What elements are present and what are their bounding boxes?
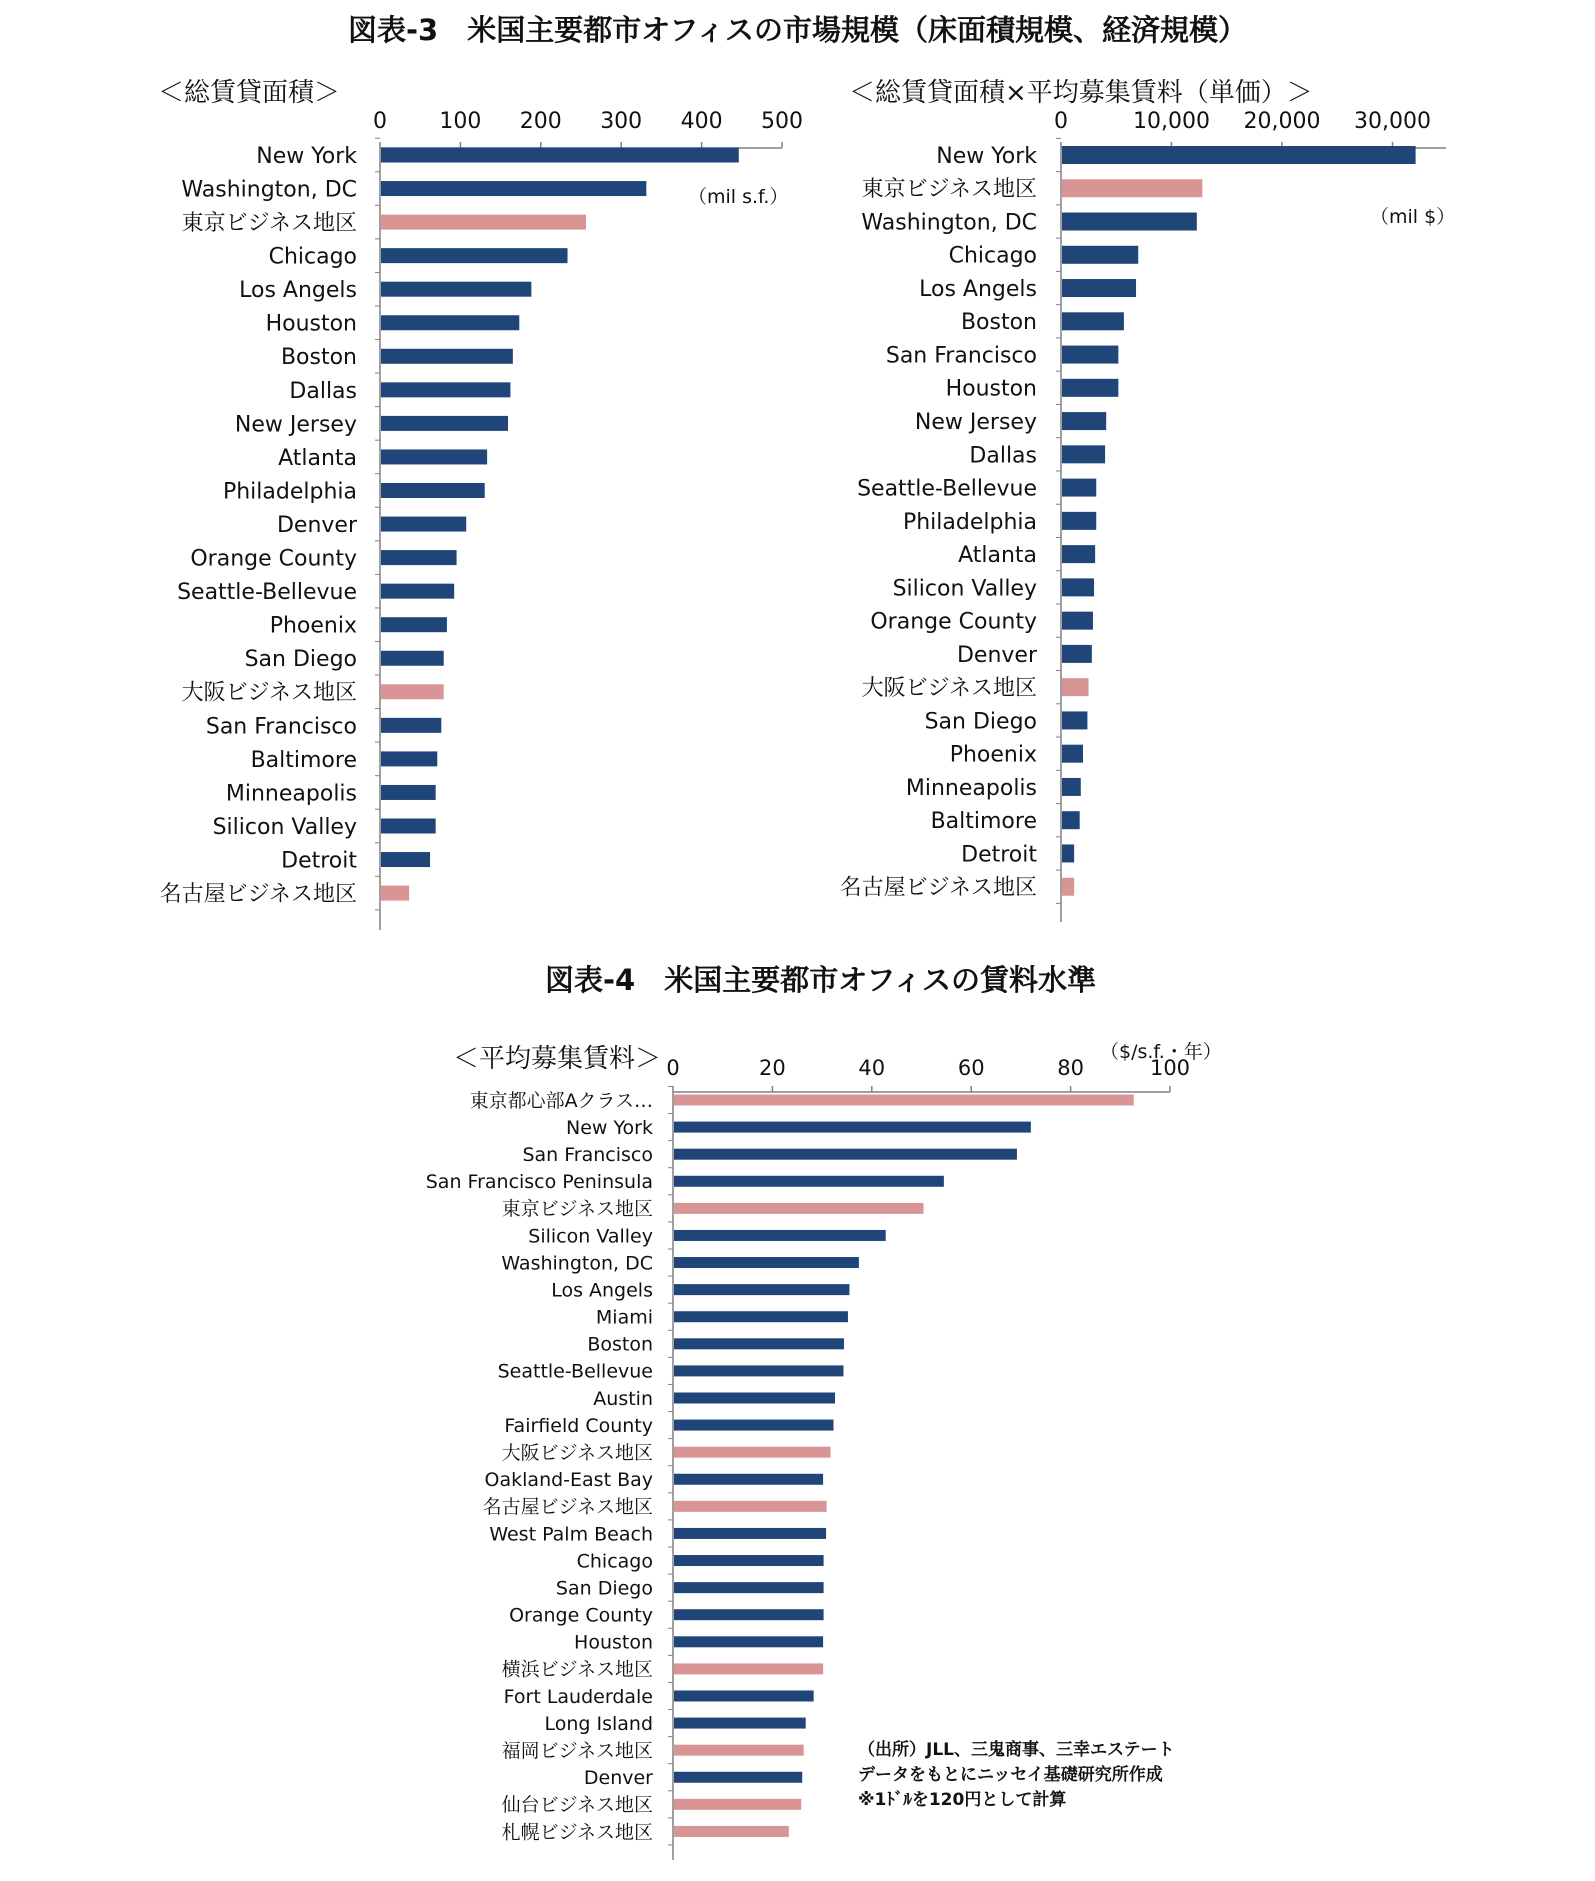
- chart1-category-label: Boston: [280, 345, 357, 371]
- chart1-category-label: Chicago: [268, 244, 357, 270]
- chart2-bar: [1062, 612, 1093, 630]
- chart1-bar: [381, 483, 485, 498]
- chart2-category-label: 大阪ビジネス地区: [861, 676, 1037, 702]
- chart1-bar: [381, 785, 436, 800]
- chart1-category-label: Orange County: [190, 546, 357, 572]
- chart3-category-label: Oakland-East Bay: [484, 1469, 653, 1492]
- chart2-unit-label: （mil $）: [1370, 206, 1456, 228]
- chart1-x-tick-label: 500: [761, 109, 803, 134]
- chart3-bar: [674, 1284, 849, 1295]
- chart1-category-label: Phoenix: [269, 613, 357, 639]
- chart3-bar: [674, 1365, 843, 1376]
- chart1-category-label: Philadelphia: [222, 479, 357, 505]
- chart3-x-tick-label: 40: [858, 1056, 886, 1080]
- chart3-bar: [674, 1338, 844, 1349]
- chart1-category-label: 名古屋ビジネス地区: [159, 882, 357, 908]
- figure-4-title: 図表-4 米国主要都市オフィスの賃料水準: [544, 963, 1097, 997]
- chart1-bar: [381, 651, 444, 666]
- chart2-category-label: Boston: [960, 310, 1037, 336]
- chart1-category-label: Denver: [276, 512, 357, 538]
- chart1-category-label: New York: [256, 143, 357, 169]
- chart3-bar: [674, 1555, 824, 1566]
- chart3-bar: [674, 1420, 834, 1431]
- chart2-bar: [1062, 379, 1118, 397]
- chart1-category-label: 大阪ビジネス地区: [181, 680, 357, 706]
- chart3-bar: [674, 1257, 859, 1268]
- chart2-category-label: Detroit: [961, 842, 1037, 868]
- chart3-title: ＜平均募集賃料＞: [453, 1044, 662, 1074]
- chart1-title: ＜総賃貸面積＞: [158, 78, 341, 108]
- chart3-bar: [674, 1095, 1134, 1106]
- chart3-category-label: Silicon Valley: [528, 1225, 653, 1248]
- chart2-bar: [1062, 445, 1105, 463]
- chart3-bar: [674, 1203, 923, 1214]
- chart2-bar: [1062, 711, 1087, 729]
- chart2-category-label: Phoenix: [949, 742, 1037, 768]
- chart2-bar: [1062, 479, 1096, 497]
- chart2-bar: [1062, 745, 1083, 763]
- chart2-category-label: 東京ビジネス地区: [861, 177, 1037, 203]
- chart1-bar: [381, 181, 646, 196]
- chart3-category-label: 東京都心部Aクラス…: [469, 1089, 653, 1112]
- chart2-x-tick-label: 30,000: [1354, 109, 1431, 134]
- chart1-category-label: 東京ビジネス地区: [181, 211, 357, 237]
- chart3-bar: [674, 1528, 826, 1539]
- chart3-bar: [674, 1609, 824, 1620]
- chart2-category-label: New York: [936, 143, 1037, 169]
- chart1-category-label: San Diego: [244, 647, 357, 673]
- chart2-category-label: Silicon Valley: [892, 576, 1037, 602]
- chart3-category-label: Chicago: [576, 1550, 653, 1573]
- chart1-bar: [381, 248, 568, 263]
- chart2-category-label: Washington, DC: [861, 210, 1037, 236]
- chart3-category-label: Seattle-Bellevue: [497, 1360, 653, 1383]
- chart3-category-label: Fairfield County: [504, 1414, 653, 1437]
- chart3-bar: [674, 1176, 944, 1187]
- chart3-category-label: West Palm Beach: [489, 1523, 653, 1546]
- chart2-bar: [1062, 645, 1092, 663]
- chart3-category-label: 福岡ビジネス地区: [501, 1740, 653, 1762]
- chart2-bar: [1062, 844, 1074, 862]
- source-note-line: データをもとにニッセイ基礎研究所作成: [858, 1765, 1163, 1785]
- chart3-category-label: Fort Lauderdale: [503, 1685, 653, 1708]
- chart1-category-label: Washington, DC: [181, 177, 357, 203]
- chart3-category-label: Houston: [574, 1631, 653, 1654]
- chart3-category-label: Boston: [587, 1333, 653, 1356]
- chart3-bar: [674, 1718, 806, 1729]
- chart3-bar: [674, 1772, 802, 1783]
- chart2-bar: [1062, 878, 1074, 896]
- chart1-bar: [381, 382, 510, 397]
- chart2-bar: [1062, 512, 1096, 530]
- chart3-category-label: Washington, DC: [501, 1252, 653, 1275]
- source-note-line: （出所）JLL、三鬼商事、三幸エステート: [858, 1740, 1175, 1760]
- chart2-bar: [1062, 678, 1089, 696]
- chart3-category-label: Denver: [583, 1767, 653, 1790]
- chart2-bar: [1062, 312, 1124, 330]
- chart2-category-label: 名古屋ビジネス地区: [839, 875, 1037, 901]
- chart2-category-label: Houston: [945, 376, 1037, 402]
- chart2-category-label: Philadelphia: [902, 509, 1037, 535]
- chart1-bar: [381, 449, 487, 464]
- chart1-bar: [381, 550, 457, 565]
- chart1-category-label: New Jersey: [234, 412, 357, 438]
- chart3-x-tick-label: 60: [957, 1056, 985, 1080]
- chart2-x-tick-label: 10,000: [1133, 109, 1210, 134]
- chart3-category-label: 名古屋ビジネス地区: [482, 1496, 653, 1519]
- chart1-category-label: Dallas: [289, 378, 357, 404]
- chart3-category-label: Los Angels: [551, 1279, 653, 1302]
- chart2-x-tick-label: 20,000: [1243, 109, 1321, 134]
- chart1-category-label: Minneapolis: [225, 781, 357, 807]
- chart1-x-tick-label: 200: [519, 109, 562, 134]
- chart1-category-label: Houston: [265, 311, 357, 337]
- chart3-bar: [674, 1636, 823, 1647]
- chart2-category-label: New Jersey: [914, 410, 1037, 435]
- chart1-bar: [381, 148, 739, 163]
- chart1-category-label: San Francisco: [205, 714, 357, 740]
- chart3-x-tick-label: 0: [666, 1056, 680, 1080]
- chart1-bar: [381, 751, 437, 766]
- chart1-category-label: Atlanta: [278, 445, 357, 471]
- chart3-bar: [674, 1474, 823, 1485]
- chart2-category-label: Denver: [956, 642, 1037, 668]
- chart2-bar: [1062, 578, 1094, 596]
- chart3-category-label: 大阪ビジネス地区: [501, 1442, 653, 1465]
- chart1-category-label: Detroit: [281, 848, 357, 874]
- chart2-bar: [1062, 146, 1416, 164]
- chart2-bar: [1062, 246, 1138, 264]
- chart2-category-label: Minneapolis: [905, 775, 1037, 801]
- chart2-category-label: Atlanta: [958, 543, 1037, 569]
- chart3-category-label: San Diego: [555, 1577, 653, 1600]
- chart2-category-label: Baltimore: [930, 809, 1037, 835]
- chart3-unit-label: （$/s.f.・年）: [1100, 1041, 1222, 1063]
- chart2-bar: [1062, 213, 1197, 231]
- chart2-bar: [1062, 179, 1202, 197]
- chart3-category-label: Orange County: [509, 1604, 653, 1627]
- chart1-bar: [381, 819, 436, 834]
- chart3-bar: [674, 1311, 848, 1322]
- chart3-bar: [674, 1149, 1017, 1160]
- chart1-x-tick-label: 100: [439, 109, 482, 134]
- chart2-category-label: San Francisco: [885, 343, 1037, 369]
- chart3-bar: [674, 1799, 801, 1810]
- chart1-bar: [381, 584, 454, 599]
- chart1-bar: [381, 517, 466, 532]
- chart2-x-tick-label: 0: [1054, 109, 1068, 134]
- chart2-category-label: Dallas: [969, 443, 1037, 469]
- chart3-category-label: San Francisco: [522, 1144, 653, 1167]
- chart3-category-label: 東京ビジネス地区: [501, 1198, 653, 1221]
- chart1-bar: [381, 349, 513, 364]
- chart3-category-label: New York: [565, 1116, 653, 1139]
- chart1-bar: [381, 617, 447, 632]
- chart1-bar: [381, 852, 430, 867]
- chart3-bar: [674, 1582, 824, 1593]
- chart3-bar: [674, 1501, 827, 1512]
- chart2-bar: [1062, 412, 1106, 430]
- chart3-bar: [674, 1663, 823, 1674]
- chart1-bar: [381, 416, 508, 431]
- chart3-category-label: 仙台ビジネス地区: [501, 1794, 653, 1817]
- chart1-x-tick-label: 0: [373, 109, 387, 134]
- chart1-category-label: Silicon Valley: [212, 814, 357, 840]
- chart1-category-label: Seattle-Bellevue: [177, 580, 357, 606]
- chart3-bar: [674, 1447, 831, 1458]
- chart1-bar: [381, 886, 409, 901]
- chart2-bar: [1062, 279, 1136, 297]
- chart1-bar: [381, 684, 444, 699]
- chart3-bar: [674, 1690, 814, 1701]
- chart1-category-label: Baltimore: [250, 747, 357, 773]
- chart2-title: ＜総賃貸面積×平均募集賃料（単価）＞: [849, 78, 1313, 108]
- chart3-category-label: Long Island: [544, 1712, 653, 1735]
- chart3-category-label: 札幌ビジネス地区: [501, 1821, 653, 1844]
- chart1-bar: [381, 718, 441, 733]
- chart3-x-tick-label: 20: [759, 1056, 786, 1080]
- chart3-x-tick-label: 80: [1057, 1056, 1084, 1080]
- chart3-bar: [674, 1122, 1031, 1133]
- figure-3-title: 図表-3 米国主要都市オフィスの市場規模（床面積規模、経済規模）: [347, 13, 1248, 47]
- chart2-bar: [1062, 811, 1080, 829]
- chart2-category-label: Orange County: [870, 609, 1037, 635]
- chart2-category-label: Los Angels: [919, 276, 1037, 302]
- chart2-category-label: San Diego: [924, 709, 1037, 735]
- chart1-x-tick-label: 300: [600, 109, 643, 134]
- chart2-bar: [1062, 346, 1118, 364]
- chart1-bar: [381, 315, 519, 330]
- chart3-bar: [674, 1745, 804, 1756]
- chart3-category-label: Miami: [595, 1306, 653, 1329]
- chart3-category-label: Austin: [593, 1387, 653, 1410]
- chart1-category-label: Los Angels: [239, 278, 357, 304]
- chart1-bar: [381, 215, 586, 230]
- chart1-x-tick-label: 400: [680, 109, 723, 134]
- chart3-category-label: 横浜ビジネス地区: [501, 1658, 653, 1681]
- chart3-x-tick-label: 100: [1149, 1056, 1191, 1080]
- chart1-bar: [381, 282, 531, 297]
- chart2-bar: [1062, 545, 1095, 563]
- chart2-bar: [1062, 778, 1081, 796]
- chart3-bar: [674, 1392, 835, 1403]
- chart2-category-label: Chicago: [948, 243, 1037, 269]
- chart3-bar: [674, 1230, 886, 1241]
- chart3-bar: [674, 1826, 789, 1837]
- source-note-line: ※1ﾄﾞﾙを120円として計算: [858, 1790, 1067, 1810]
- chart1-unit-label: （mil s.f.）: [688, 186, 789, 208]
- chart2-category-label: Seattle-Bellevue: [857, 476, 1037, 502]
- chart3-category-label: San Francisco Peninsula: [425, 1171, 653, 1194]
